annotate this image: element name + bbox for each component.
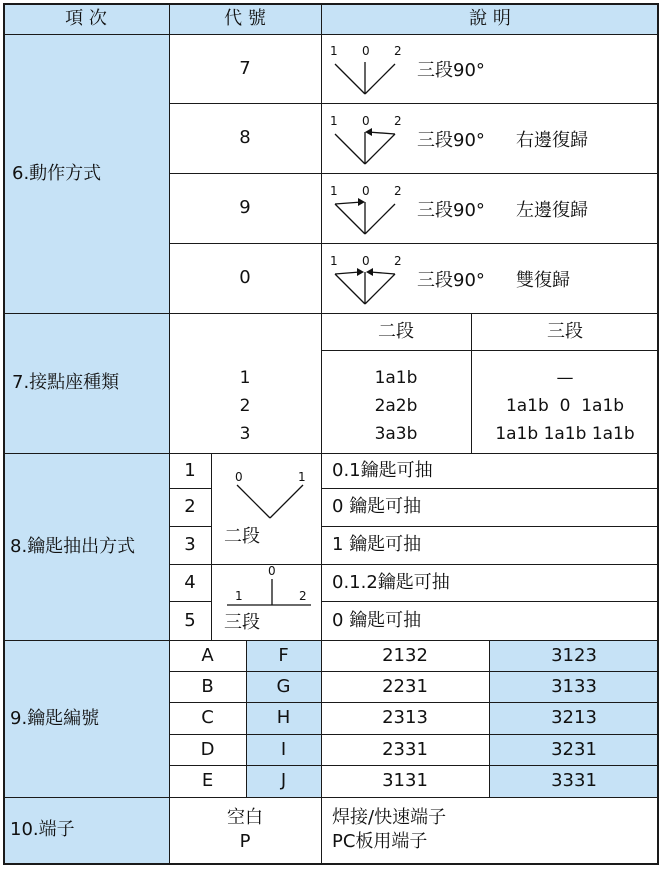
lever-line bbox=[365, 64, 395, 94]
two-position-key-diagram bbox=[225, 463, 315, 523]
desc-three-position: 三段90° bbox=[417, 200, 485, 221]
terminal-codes bbox=[169, 797, 321, 863]
three-position-label: 三段 bbox=[224, 612, 260, 633]
removal-code: 1 bbox=[184, 459, 196, 481]
contact-value: 1a1b bbox=[374, 367, 418, 388]
table-border-left bbox=[3, 3, 5, 865]
desc-three-position: 三段90° bbox=[417, 60, 485, 81]
position-label-1: 1 bbox=[235, 589, 243, 603]
position-label-1: 1 bbox=[298, 470, 306, 484]
code-8: 8 bbox=[239, 127, 251, 148]
return-arrow bbox=[370, 272, 395, 274]
lever-line bbox=[335, 64, 365, 94]
key-number: 2132 bbox=[382, 644, 428, 666]
lever-line bbox=[237, 485, 270, 518]
terminal-code: P bbox=[239, 831, 251, 852]
item-contact-type: 7.接點座種類 bbox=[12, 372, 120, 393]
position-label-1: 1 bbox=[330, 44, 338, 58]
position-label-0: 0 bbox=[362, 184, 370, 198]
key-letter: J bbox=[280, 770, 287, 791]
position-label-0: 0 bbox=[235, 470, 243, 484]
desc-double-return: 雙復歸 bbox=[516, 270, 570, 291]
header-description: 說 明 bbox=[469, 7, 511, 29]
contact-value: — bbox=[556, 367, 574, 388]
position-label-2: 2 bbox=[394, 254, 402, 268]
contact-value: 1a1b 1a1b 1a1b bbox=[495, 423, 635, 444]
desc-three-position: 三段90° bbox=[417, 270, 485, 291]
terminal-code: 空白 bbox=[227, 807, 263, 828]
key-number: 3123 bbox=[551, 644, 597, 666]
arrow-head-icon bbox=[365, 128, 372, 136]
contact-code: 2 bbox=[239, 395, 251, 416]
spring-return-both-diagram bbox=[330, 254, 405, 309]
lever-line bbox=[335, 134, 365, 164]
item-key-removal: 8.鑰匙抽出方式 bbox=[10, 535, 136, 557]
return-arrow bbox=[368, 132, 395, 134]
key-number: 2313 bbox=[382, 707, 428, 728]
position-label-2: 2 bbox=[299, 589, 307, 603]
item-key-number: 9.鑰匙編號 bbox=[10, 707, 100, 729]
terminal-descriptions bbox=[332, 797, 652, 863]
contact-value: 2a2b bbox=[374, 395, 418, 416]
position-label-2: 2 bbox=[394, 114, 402, 128]
col-two-position: 二段 bbox=[378, 320, 414, 342]
lever-line bbox=[365, 274, 395, 304]
header-code: 代 號 bbox=[224, 7, 266, 29]
header-item: 項 次 bbox=[65, 7, 107, 29]
removal-desc: 1 鑰匙可抽 bbox=[332, 534, 422, 555]
position-label-0: 0 bbox=[362, 114, 370, 128]
position-label-0: 0 bbox=[362, 44, 370, 58]
removal-desc: 0.1鑰匙可抽 bbox=[332, 459, 433, 481]
removal-code: 4 bbox=[184, 571, 196, 593]
contact-code: 3 bbox=[239, 423, 251, 444]
contact-value: 3a3b bbox=[374, 423, 418, 444]
two-position-contacts bbox=[321, 358, 471, 453]
divider bbox=[321, 350, 659, 351]
arrow-head-icon bbox=[366, 268, 373, 276]
return-arrow bbox=[335, 202, 362, 204]
removal-desc: 0.1.2鑰匙可抽 bbox=[332, 571, 450, 593]
lever-line bbox=[335, 274, 365, 304]
spring-return-right-diagram bbox=[330, 114, 405, 169]
removal-code: 3 bbox=[184, 534, 196, 555]
arrow-head-icon bbox=[358, 198, 365, 206]
three-position-90-diagram bbox=[330, 44, 405, 99]
position-label-0: 0 bbox=[362, 254, 370, 268]
position-label-2: 2 bbox=[394, 184, 402, 198]
desc-three-position: 三段90° bbox=[417, 130, 485, 151]
terminal-desc: 焊接/快速端子 bbox=[332, 807, 447, 828]
lever-line bbox=[365, 204, 395, 234]
key-letter: H bbox=[276, 707, 291, 728]
position-label-1: 1 bbox=[330, 184, 338, 198]
item-terminal: 10.端子 bbox=[10, 819, 75, 840]
return-arrow bbox=[335, 272, 360, 274]
lever-line bbox=[365, 134, 395, 164]
spring-return-left-diagram bbox=[330, 184, 405, 239]
position-label-2: 2 bbox=[394, 44, 402, 58]
key-number: 3213 bbox=[551, 707, 597, 728]
code-7: 7 bbox=[239, 57, 251, 79]
desc-right-return: 右邊復歸 bbox=[516, 130, 588, 151]
contact-codes bbox=[169, 358, 321, 453]
key-letter: E bbox=[201, 770, 214, 791]
key-letter: B bbox=[201, 675, 214, 697]
position-label-0: 0 bbox=[268, 564, 276, 578]
lever-line bbox=[335, 204, 365, 234]
table-border-bottom bbox=[3, 863, 659, 865]
lever-line bbox=[270, 485, 303, 518]
two-position-label: 二段 bbox=[224, 526, 260, 547]
key-number: 2331 bbox=[382, 738, 428, 760]
removal-desc: 0 鑰匙可抽 bbox=[332, 496, 422, 517]
three-position-contacts bbox=[471, 358, 659, 453]
arrow-head-icon bbox=[357, 268, 364, 276]
key-number: 3231 bbox=[551, 738, 597, 760]
desc-left-return: 左邊復歸 bbox=[516, 200, 588, 221]
terminal-desc: PC板用端子 bbox=[332, 831, 428, 852]
three-position-key-diagram bbox=[225, 563, 315, 613]
key-number: 3131 bbox=[382, 770, 428, 791]
col-three-position: 三段 bbox=[547, 320, 583, 342]
key-number: 2231 bbox=[382, 675, 428, 697]
removal-desc: 0 鑰匙可抽 bbox=[332, 609, 422, 631]
key-letter: F bbox=[278, 644, 289, 666]
position-label-1: 1 bbox=[330, 254, 338, 268]
code-9: 9 bbox=[239, 197, 251, 218]
key-number: 3133 bbox=[551, 675, 597, 697]
contact-value: 1a1b 0 1a1b bbox=[505, 395, 625, 416]
position-label-1: 1 bbox=[330, 114, 338, 128]
item-operation-mode: 6.動作方式 bbox=[12, 162, 102, 184]
divider bbox=[211, 453, 212, 640]
removal-code: 5 bbox=[184, 609, 196, 631]
code-0: 0 bbox=[239, 267, 251, 288]
key-number: 3331 bbox=[551, 770, 597, 791]
key-letter: I bbox=[280, 738, 287, 760]
key-letter: D bbox=[200, 738, 215, 760]
contact-code: 1 bbox=[239, 367, 251, 388]
key-letter: A bbox=[201, 644, 214, 666]
removal-code: 2 bbox=[184, 496, 196, 517]
key-letter: G bbox=[276, 675, 291, 697]
key-letter: C bbox=[201, 707, 214, 728]
